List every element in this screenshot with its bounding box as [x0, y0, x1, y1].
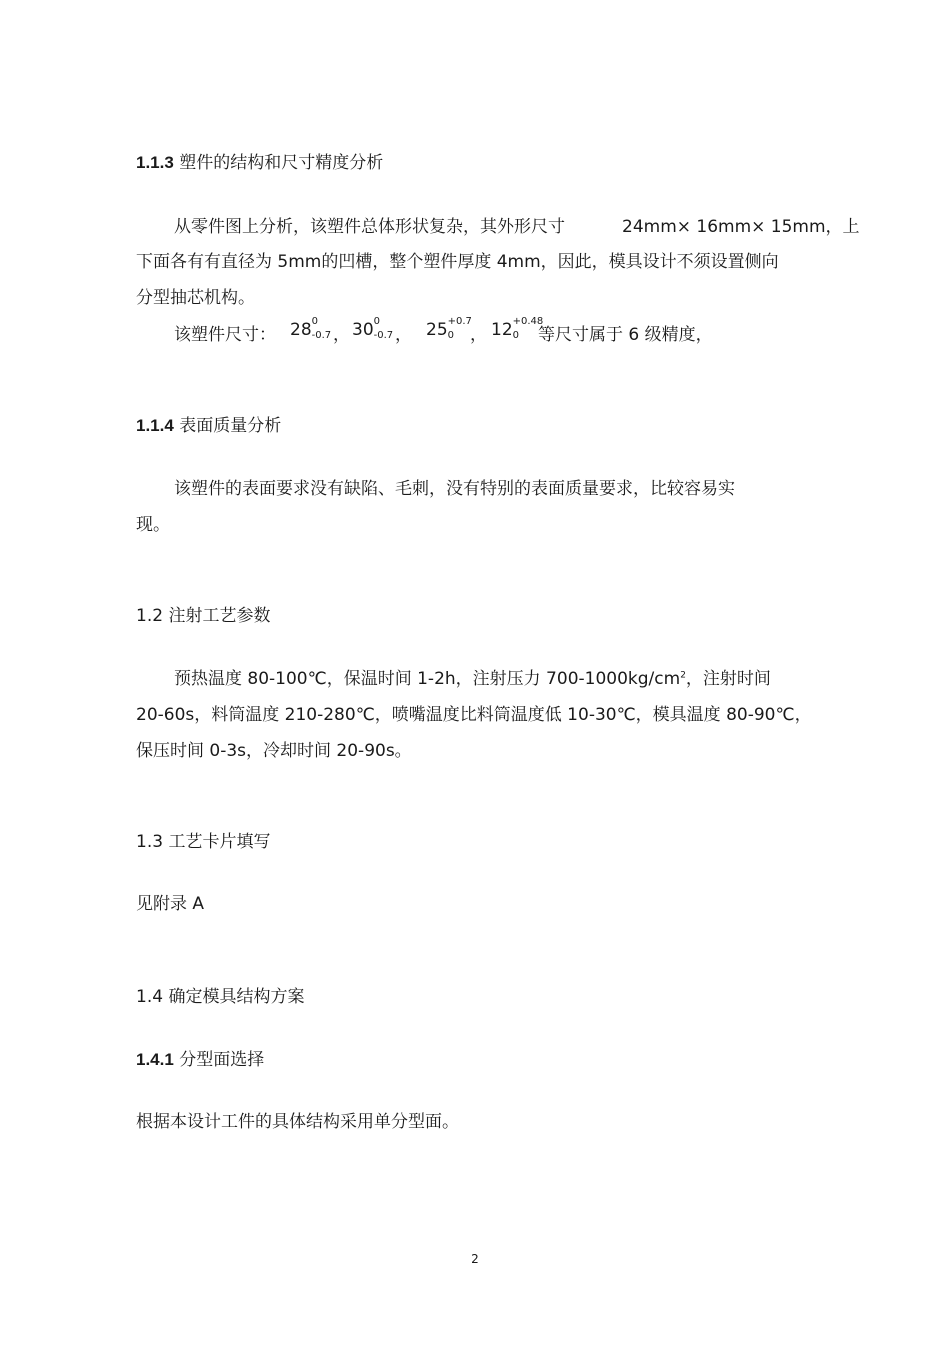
section-heading-1-4-1 — [136, 1045, 264, 1070]
paragraph-line — [174, 664, 771, 689]
dim-lower: -0.7 — [373, 330, 394, 341]
dim-upper: +0.48 — [512, 316, 544, 327]
paragraph-line — [136, 283, 255, 308]
dim-upper: 0 — [373, 316, 381, 327]
text-span: 从零件图上分析，该塑件总体形状复杂，其外形尺寸 — [174, 217, 565, 237]
section-title: 1.2 注射工艺参数 — [136, 606, 271, 626]
text-span: 现。 — [136, 515, 170, 535]
paragraph-line — [538, 320, 713, 345]
section-title: 塑件的结构和尺寸精度分析 — [179, 153, 384, 173]
text-span: 保压时间 0-3s，冷却时间 20-90s。 — [136, 741, 412, 761]
paragraph-line — [174, 212, 565, 237]
text-span: 根据本设计工件的具体结构采用单分型面。 — [136, 1112, 459, 1132]
dimension-line — [174, 320, 276, 345]
paragraph-line — [136, 889, 204, 914]
text-span: 20-60s，料筒温度 210-280℃，喷嘴温度比料筒温度低 10-30℃，模具温度 80-90℃， — [136, 705, 812, 725]
text-span: 下面各有有直径为 5mm的凹槽，整个塑件厚度 4mm，因此，模具设计不须设置侧向 — [136, 252, 779, 272]
dimension-25 — [426, 316, 472, 341]
superscript: 2 — [680, 670, 686, 681]
section-title: 1.3 工艺卡片填写 — [136, 832, 271, 852]
paragraph-line — [136, 700, 812, 725]
paragraph-line — [622, 212, 860, 237]
section-number: 1.1.4 — [136, 416, 174, 435]
dim-lower: -0.7 — [311, 330, 332, 341]
separator: ， — [470, 325, 487, 345]
dim-base: 28 — [290, 320, 312, 340]
section-number: 1.1.3 — [136, 153, 174, 172]
text-span: 分型抽芯机构。 — [136, 288, 255, 308]
section-title: 分型面选择 — [179, 1050, 265, 1070]
dim-upper: 0 — [311, 316, 319, 327]
dimension-12 — [491, 316, 544, 341]
dim-lower: 0 — [447, 330, 455, 341]
separator: ， — [395, 325, 412, 345]
text-span: 见附录 A — [136, 894, 205, 914]
section-heading-1-4 — [136, 982, 304, 1007]
dim-base: 12 — [491, 320, 513, 340]
separator: ， — [333, 325, 350, 345]
section-title: 表面质量分析 — [179, 416, 282, 436]
paragraph-line — [174, 474, 735, 499]
text-span: 24mm× 16mm× 15mm，上 — [622, 217, 860, 237]
dim-lower: 0 — [512, 330, 520, 341]
section-title: 1.4 确定模具结构方案 — [136, 987, 305, 1007]
dimension-28 — [290, 316, 332, 341]
paragraph-line — [136, 1107, 459, 1132]
dim-base: 30 — [352, 320, 374, 340]
paragraph-line — [136, 736, 412, 761]
page-number: 2 — [471, 1252, 479, 1266]
text-span: 该塑件的表面要求没有缺陷、毛刺，没有特别的表面质量要求，比较容易实 — [174, 479, 735, 499]
dim-upper: +0.7 — [447, 316, 472, 327]
section-heading-1-1-4 — [136, 411, 281, 436]
section-heading-1-3 — [136, 827, 270, 852]
section-heading-1-1-3 — [136, 148, 383, 173]
dim-base: 25 — [426, 320, 448, 340]
section-heading-1-2 — [136, 601, 270, 626]
text-span: ，注射时间 — [685, 669, 771, 689]
text-span: 等尺寸属于 6 级精度， — [538, 325, 713, 345]
section-number: 1.4.1 — [136, 1050, 174, 1069]
text-span: 预热温度 80-100℃，保温时间 1-2h，注射压力 700-1000kg/cm — [174, 669, 681, 689]
dimension-30 — [352, 316, 394, 341]
paragraph-line — [136, 510, 170, 535]
paragraph-line — [136, 247, 779, 272]
text-span: 该塑件尺寸： — [174, 325, 276, 345]
